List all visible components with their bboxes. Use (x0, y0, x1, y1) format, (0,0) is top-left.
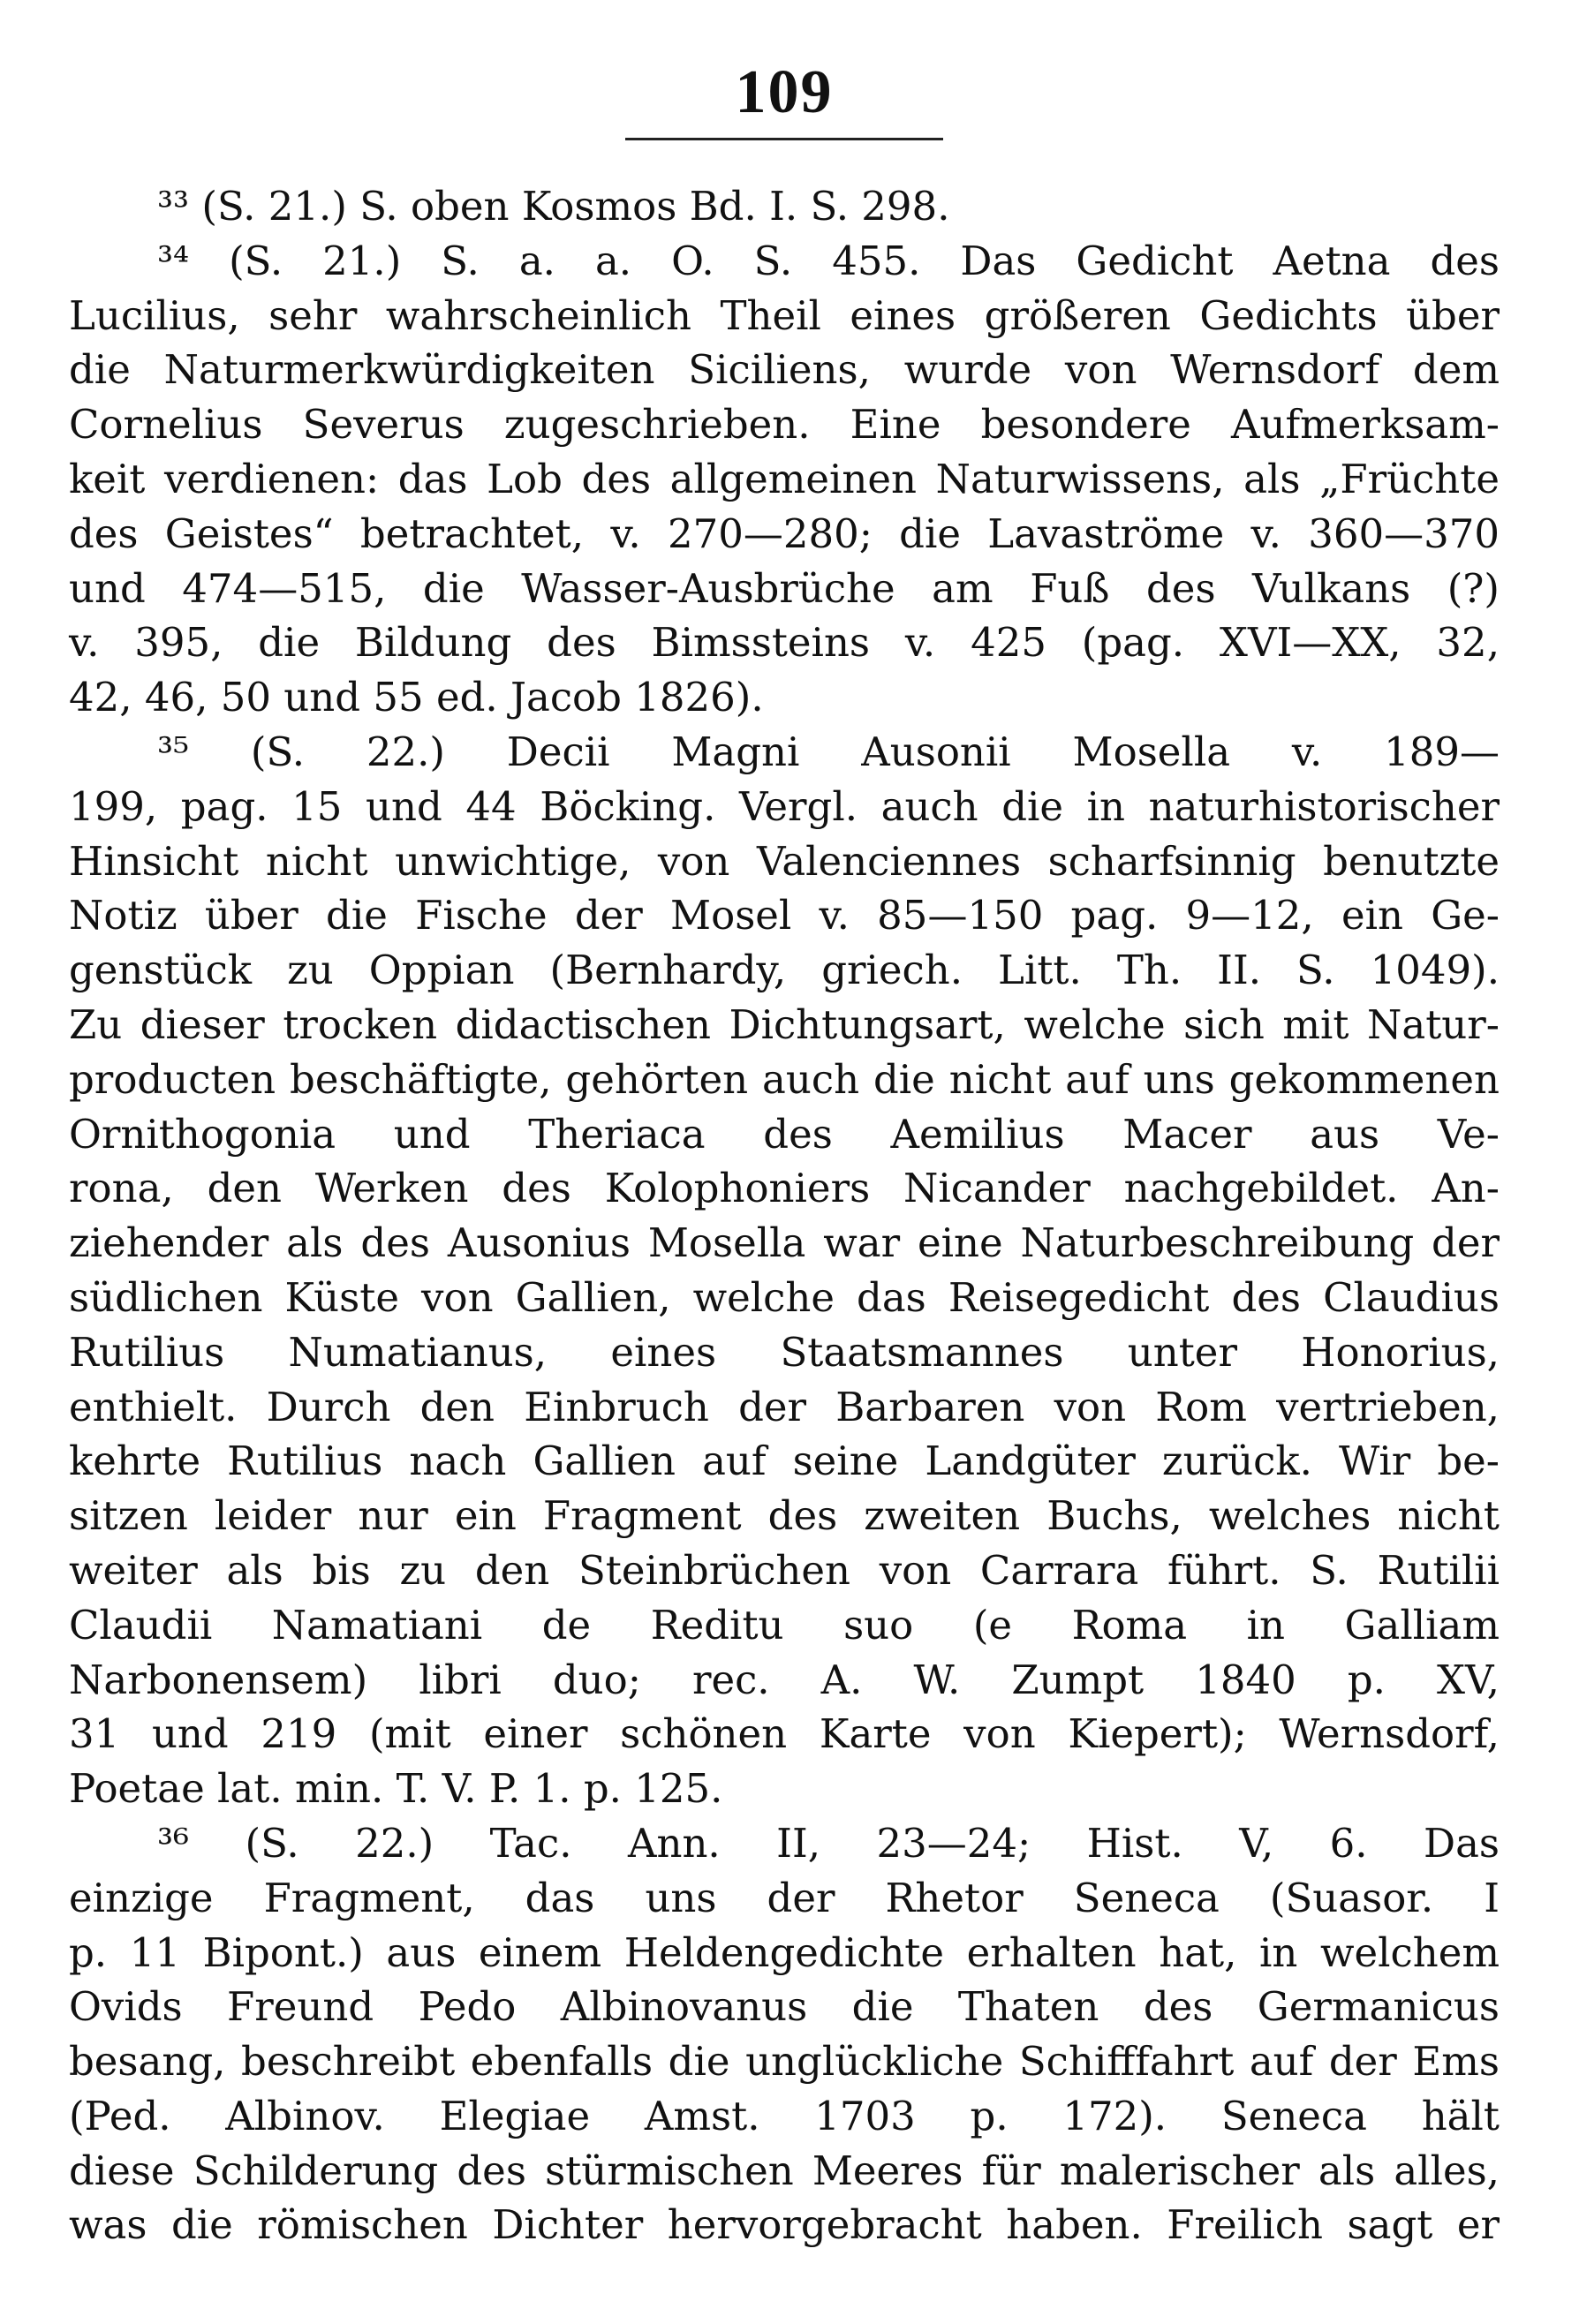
text-line: ziehender als des Ausonius Mosella war eine Naturbeschreibung der (69, 1219, 1500, 1267)
text-line: südlichen Küste von Gallien, welche das Reisegedicht des Claudius (69, 1273, 1500, 1321)
text-line: producten beschäftigte, gehörten auch die nicht auf uns gekommenen (69, 1055, 1500, 1103)
page-number: 109 (735, 58, 834, 126)
text-line: v. 395, die Bildung des Bimssteins v. 425 (pag. XVI—XX, 32, (69, 619, 1500, 667)
text-line: ³⁶ (S. 22.) Tac. Ann. II, 23—24; Hist. V, 6. Das (157, 1819, 1500, 1867)
text-line: 42, 46, 50 und 55 ed. Jacob 1826). (69, 674, 764, 721)
text-line: Narbonensem) libri duo; rec. A. W. Zumpt 1840 p. XV, (69, 1656, 1500, 1703)
text-line: und 474—515, die Wasser-Ausbrüche am Fuß des Vulkans (?) (69, 564, 1500, 612)
text-line: einzige Fragment, das uns der Rhetor Seneca (Suasor. I (69, 1874, 1500, 1921)
text-line: Hinsicht nicht unwichtige, von Valenciennes scharfsinnig benutzte (69, 837, 1500, 885)
text-line: diese Schilderung des stürmischen Meeres für malerischer als alles, (69, 2147, 1500, 2194)
text-line: 31 und 219 (mit einer schönen Karte von Kiepert); Wernsdorf, (69, 1710, 1500, 1758)
text-line: sitzen leider nur ein Fragment des zweiten Buchs, welches nicht (69, 1492, 1500, 1540)
footnote-text (69, 179, 1500, 2252)
text-line: des Geistes“ betrachtet, v. 270—280; die Lavaströme v. 360—370 (69, 509, 1500, 557)
header-rule (625, 138, 943, 140)
text-line: Lucilius, sehr wahrscheinlich Theil eines größeren Gedichts über (69, 291, 1500, 339)
text-line: rona, den Werken des Kolophoniers Nicander nachgebildet. An- (69, 1165, 1500, 1212)
text-line: (Ped. Albinov. Elegiae Amst. 1703 p. 172). Seneca hält (69, 2092, 1500, 2139)
text-line: ³⁴ (S. 21.) S. a. a. O. S. 455. Das Gedicht Aetna des (157, 237, 1500, 284)
text-line: weiter als bis zu den Steinbrüchen von Carrara führt. S. Rutilii (69, 1546, 1500, 1594)
text-line: Poetae lat. min. T. V. P. 1. p. 125. (69, 1765, 723, 1813)
text-line: besang, beschreibt ebenfalls die unglückliche Schifffahrt auf der Ems (69, 2038, 1500, 2086)
text-line: Zu dieser trocken didactischen Dichtungsart, welche sich mit Natur- (69, 1000, 1500, 1048)
text-line: die Naturmerkwürdigkeiten Siciliens, wurde von Wernsdorf dem (69, 346, 1500, 394)
text-line: Rutilius Numatianus, eines Staatsmannes unter Honorius, (69, 1328, 1500, 1376)
book-page (69, 53, 1500, 2252)
text-line: genstück zu Oppian (Bernhardy, griech. Litt. Th. II. S. 1049). (69, 947, 1500, 994)
text-line: Cornelius Severus zugeschrieben. Eine besondere Aufmerksam- (69, 401, 1500, 449)
text-line: ³⁵ (S. 22.) Decii Magni Ausonii Mosella v. 189— (157, 728, 1500, 775)
text-line: keit verdienen: das Lob des allgemeinen Naturwissens, als „Früchte (69, 455, 1500, 502)
text-line: kehrte Rutilius nach Gallien auf seine Landgüter zurück. Wir be- (69, 1437, 1500, 1485)
text-line: Ornithogonia und Theriaca des Aemilius Macer aus Ve- (69, 1110, 1500, 1158)
text-line: Notiz über die Fische der Mosel v. 85—150 pag. 9—12, ein Ge- (69, 892, 1500, 939)
text-line: ³³ (S. 21.) S. oben Kosmos Bd. I. S. 298. (157, 183, 950, 230)
text-line: Claudii Namatiani de Reditu suo (e Roma in Galliam (69, 1601, 1500, 1649)
text-line: Ovids Freund Pedo Albinovanus die Thaten des Germanicus (69, 1983, 1500, 2031)
text-line: was die römischen Dichter hervorgebracht haben. Freilich sagt er (69, 2201, 1500, 2249)
text-line: p. 11 Bipont.) aus einem Heldengedichte erhalten hat, in welchem (69, 1928, 1500, 1976)
text-line: 199, pag. 15 und 44 Böcking. Vergl. auch die in naturhistorischer (69, 782, 1500, 830)
text-line: enthielt. Durch den Einbruch der Barbaren von Rom vertrieben, (69, 1383, 1500, 1430)
